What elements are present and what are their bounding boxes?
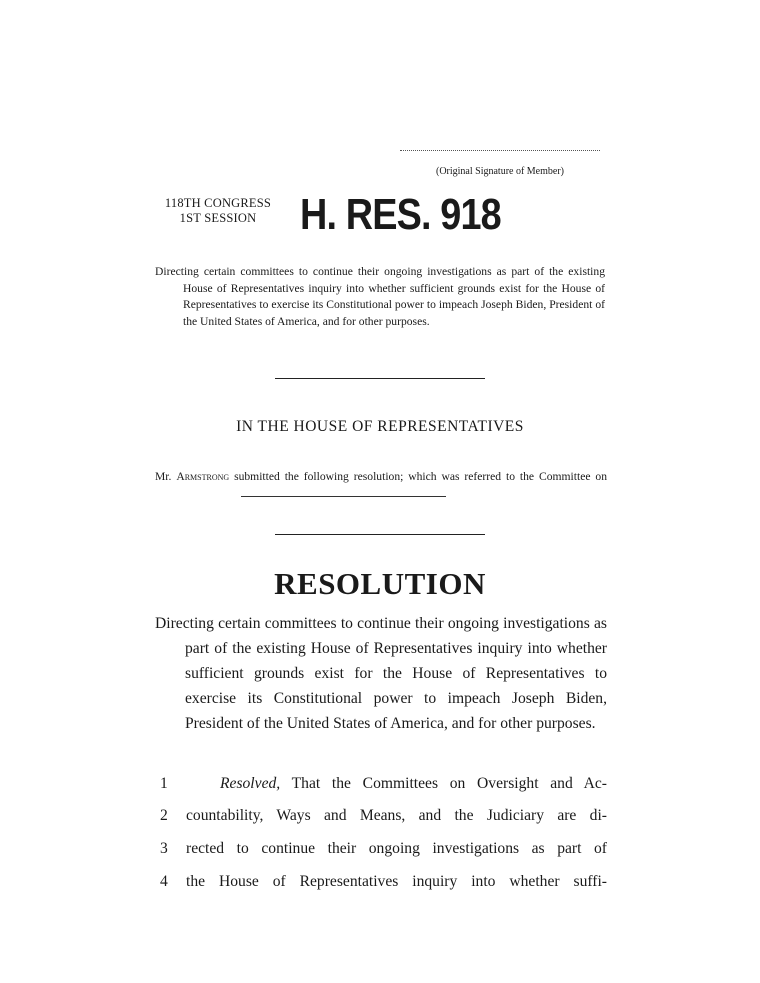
submission-statement — [155, 468, 607, 502]
body-line — [160, 775, 610, 793]
session-number: 1ST SESSION — [179, 211, 257, 225]
resolution-heading: RESOLUTION — [274, 566, 486, 601]
bill-number: H. RES. 918 — [300, 190, 501, 239]
line-text: rected to continue their ongoing investigations as part of — [186, 840, 607, 857]
congress-number: 118TH CONGRESS — [164, 196, 272, 210]
body-line — [160, 807, 610, 825]
member-name: Armstrong — [176, 470, 230, 483]
line-number: 1 — [160, 775, 168, 792]
divider-rule — [275, 534, 485, 535]
signature-line — [400, 150, 600, 151]
line-number: 4 — [160, 873, 168, 890]
line-text: Resolved, That the Committees on Oversight and Ac- — [220, 775, 607, 792]
chamber-heading: IN THE HOUSE OF REPRESENTATIVES — [236, 418, 524, 435]
body-line — [160, 873, 610, 891]
resolved-clause: Resolved, — [220, 775, 281, 792]
line-text: the House of Representatives inquiry into whether suffi- — [186, 873, 607, 890]
member-prefix: Mr. — [155, 470, 172, 483]
body-line — [160, 840, 610, 858]
signature-label: (Original Signature of Member) — [435, 166, 565, 177]
divider-rule — [275, 378, 485, 379]
congress-session — [148, 196, 288, 226]
committee-blank — [241, 486, 446, 497]
submission-text: submitted the following resolution; which was referred to the Committee on — [234, 470, 607, 483]
long-title: Directing certain committees to continue their ongoing investigations as part of the existing House of Representatives inquiry into whether sufficient grounds exist for the House of Representatives to exercise its Constitutional power to impeach Joseph Biden, President of the United States of America, and for other purposes. — [155, 615, 607, 732]
line-number: 2 — [160, 807, 168, 824]
short-title: Directing certain committees to continue their ongoing investigations as part of the existing House of Representatives inquiry into whether sufficient grounds exist for the House of Representatives to exercise its Constitutional power to impeach Joseph Biden, President of the United States of America, and for other purposes. — [155, 265, 605, 328]
line-text: countability, Ways and Means, and the Judiciary are di- — [186, 807, 607, 824]
line-number: 3 — [160, 840, 168, 857]
